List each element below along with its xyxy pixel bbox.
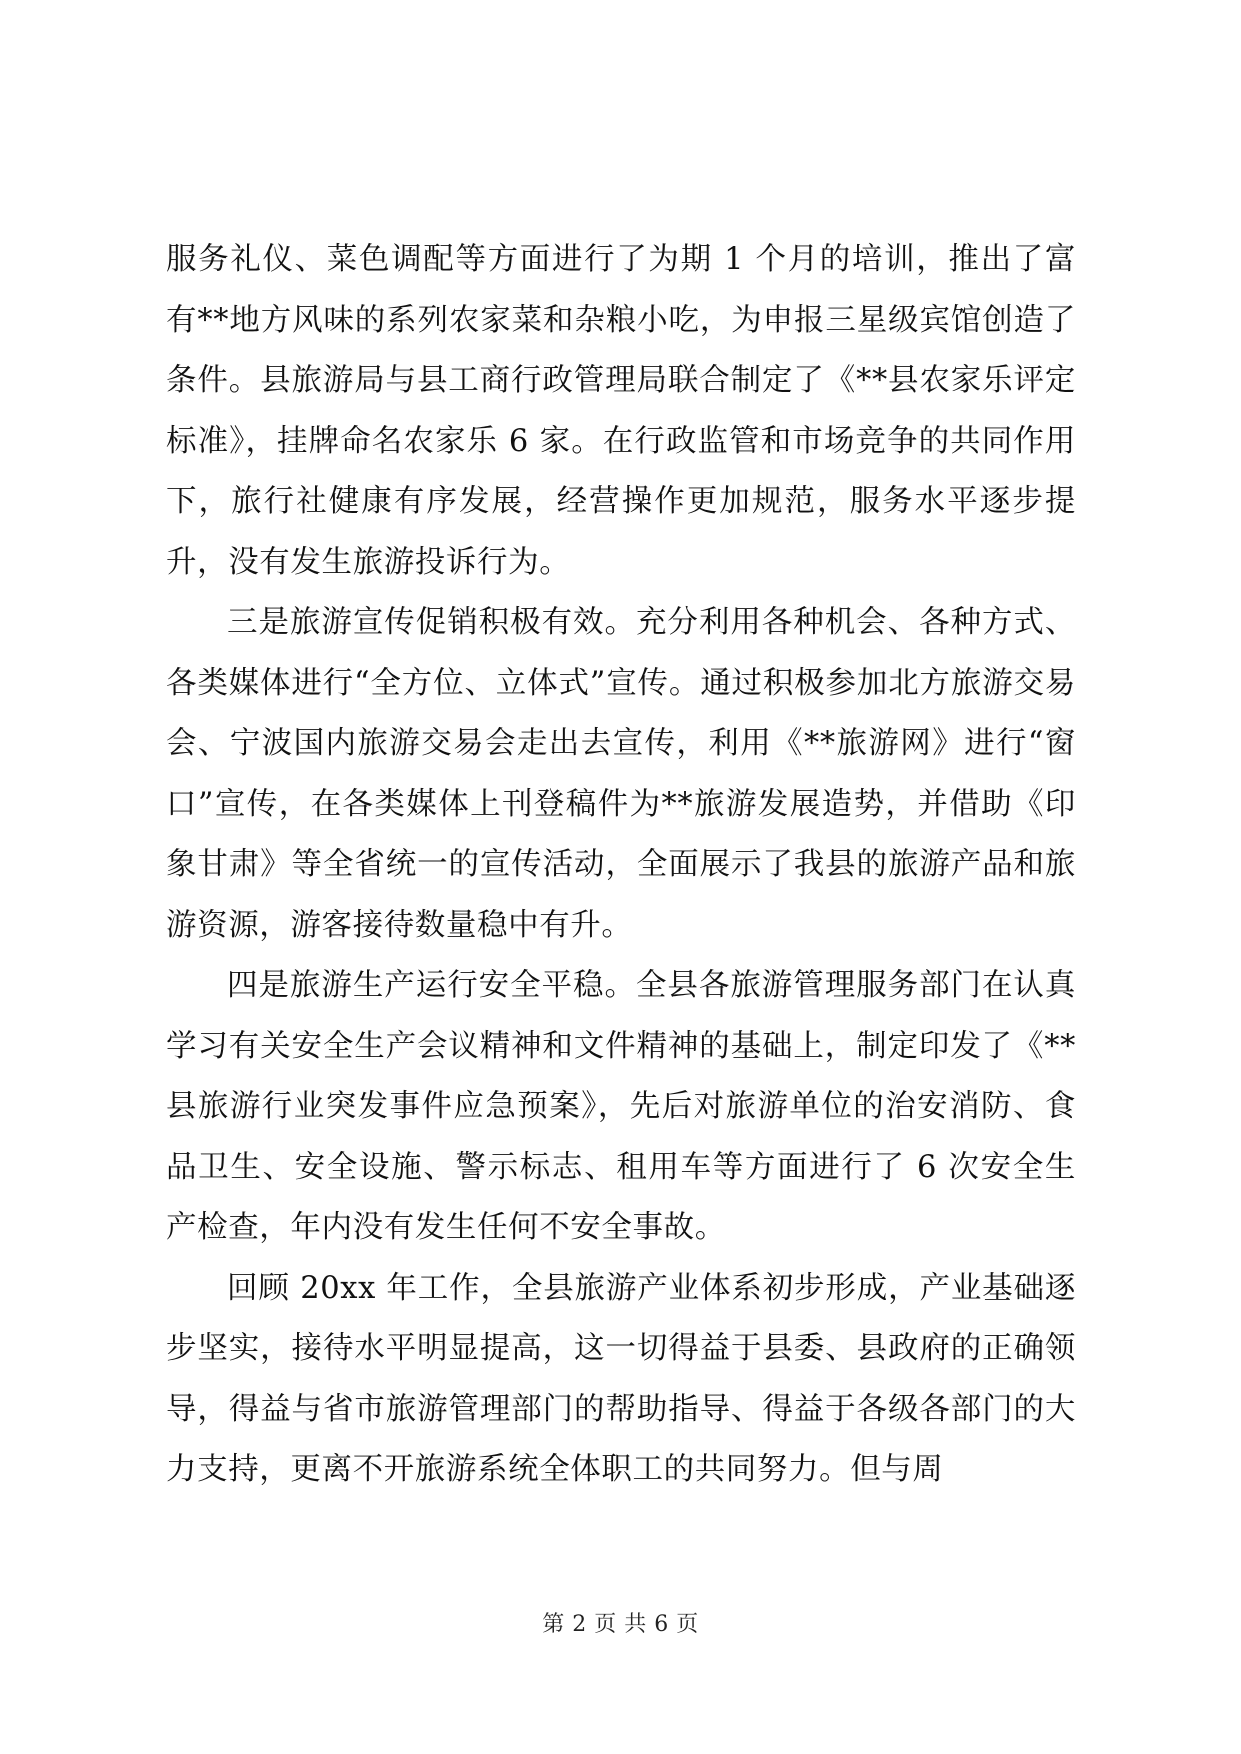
paragraph-tourism-safety: 四是旅游生产运行安全平稳。全县各旅游管理服务部门在认真学习有关安全生产会议精神和文件精神的基础上，制定印发了《**县旅游行业突发事件应急预案》，先后对旅游单位的治安消防、食品卫生、安全设施、警示标志、租用车等方面进行了 6 次安全生产检查，年内没有发生任何不安全事故。: [166, 968, 1076, 1245]
paragraph-training-results: 服务礼仪、菜色调配等方面进行了为期 1 个月的培训，推出了富有**地方风味的系列农家菜和杂粮小吃，为申报三星级宾馆创造了条件。县旅游局与县工商行政管理局联合制定了《**县农家乐评定标准》，挂牌命名农家乐 6 家。在行政监管和市场竞争的共同作用下，旅行社健康有序发展，经营操作更加规范，服务水平逐步提升，没有发生旅游投诉行为。: [166, 242, 1076, 580]
document-body: [166, 230, 1076, 1501]
paragraph-year-review: 回顾 20xx 年工作，全县旅游产业体系初步形成，产业基础逐步坚实，接待水平明显提高，这一切得益于县委、县政府的正确领导，得益与省市旅游管理部门的帮助指导、得益于各级各部门的大力支持，更离不开旅游系统全体职工的共同努力。但与周: [166, 1270, 1076, 1487]
page-number-footer: 第 2 页 共 6 页: [542, 1612, 699, 1637]
paragraph-tourism-promotion: 三是旅游宣传促销积极有效。充分利用各种机会、各种方式、各类媒体进行“全方位、立体式”宣传。通过积极参加北方旅游交易会、宁波国内旅游交易会走出去宣传，利用《**旅游网》进行“窗口”宣传，在各类媒体上刊登稿件为**旅游发展造势，并借助《印象甘肃》等全省统一的宣传活动，全面展示了我县的旅游产品和旅游资源，游客接待数量稳中有升。: [166, 605, 1076, 943]
